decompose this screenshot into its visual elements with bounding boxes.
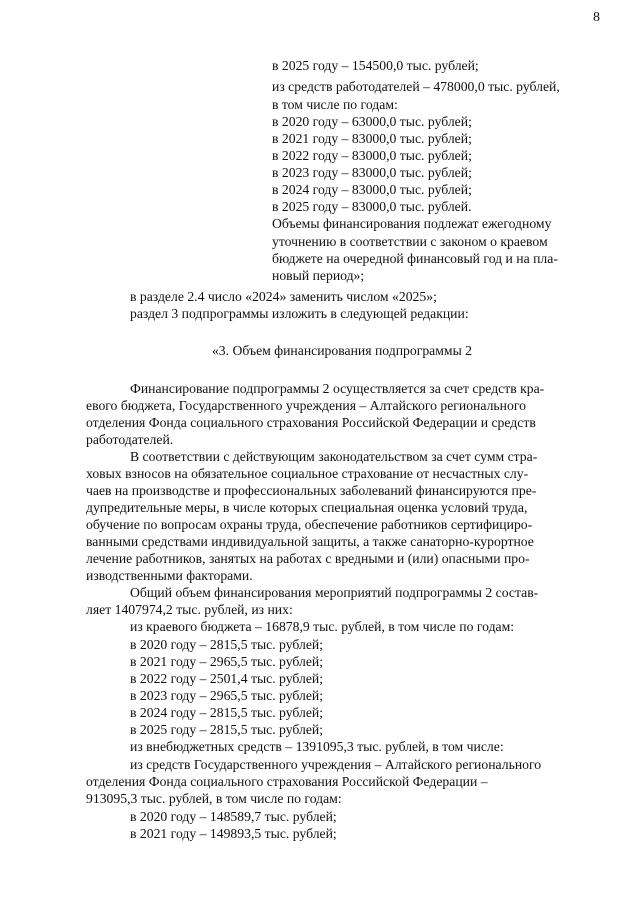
body-line: чаев на производстве и профессиональных заболеваний финансируются пре-: [86, 483, 537, 498]
body-line: ховых взносов на обязательное социальное страхование от несчастных слу-: [86, 466, 529, 481]
right-block-line: бюджете на очередной финансовый год и на пла-: [272, 251, 558, 266]
body-line: отделения Фонда социального страхования Российской Федерации –: [86, 774, 488, 789]
body-line: ляет 1407974,2 тыс. рублей, из них:: [86, 602, 293, 617]
instruction-line: в разделе 2.4 число «2024» заменить числом «2025»;: [130, 289, 437, 304]
body-line: из краевого бюджета – 16878,9 тыс. рублей, в том числе по годам:: [130, 619, 515, 634]
body-line: работодателей.: [86, 432, 174, 447]
year-line: в 2020 году – 2815,5 тыс. рублей;: [130, 637, 324, 652]
year-line: в 2025 году – 2815,5 тыс. рублей;: [130, 722, 324, 737]
right-block-line: новый период»;: [272, 268, 365, 283]
body-line: евого бюджета, Государственного учреждения – Алтайского регионального: [86, 398, 526, 413]
body-line: лечение работников, занятых на работах с вредными и (или) опасными про-: [86, 551, 530, 566]
right-block-line: в 2020 году – 63000,0 тыс. рублей;: [272, 114, 472, 129]
right-block-line: уточнению в соответствии с законом о краевом: [272, 234, 548, 249]
instruction-line: раздел 3 подпрограммы изложить в следующей редакции:: [130, 306, 469, 321]
year-line: в 2022 году – 2501,4 тыс. рублей;: [130, 671, 324, 686]
right-block-line: в 2022 году – 83000,0 тыс. рублей;: [272, 148, 472, 163]
body-line: изводственными факторами.: [86, 568, 253, 583]
year-line: в 2024 году – 2815,5 тыс. рублей;: [130, 705, 324, 720]
body-line: из средств Государственного учреждения – Алтайского регионального: [130, 757, 542, 772]
right-block-line: в 2021 году – 83000,0 тыс. рублей;: [272, 131, 472, 146]
right-block-line: из средств работодателей – 478000,0 тыс. рублей,: [272, 79, 560, 94]
year-line: в 2020 году – 148589,7 тыс. рублей;: [130, 809, 337, 824]
year-line: в 2023 году – 2965,5 тыс. рублей;: [130, 688, 324, 703]
body-line: ванными средствами индивидуальной защиты, а также санаторно-курортное: [86, 534, 534, 549]
right-block-line: в 2025 году – 154500,0 тыс. рублей;: [272, 58, 479, 73]
right-block-line: в том числе по годам:: [272, 97, 398, 112]
page-number: 8: [593, 10, 600, 25]
right-block-line: в 2024 году – 83000,0 тыс. рублей;: [272, 182, 472, 197]
body-line: обучение по вопросам охраны труда, обеспечение работников сертифициро-: [86, 517, 533, 532]
right-block-line: Объемы финансирования подлежат ежегодному: [272, 216, 552, 231]
right-block-line: в 2025 году – 83000,0 тыс. рублей.: [272, 199, 472, 214]
year-line: в 2021 году – 149893,5 тыс. рублей;: [130, 826, 337, 841]
section-heading: «3. Объем финансирования подпрограммы 2: [211, 343, 473, 358]
body-line: Финансирование подпрограммы 2 осуществляется за счет средств кра-: [130, 381, 545, 396]
body-line: 913095,3 тыс. рублей, в том числе по годам:: [86, 791, 342, 806]
body-line: В соответствии с действующим законодательством за счет сумм стра-: [130, 449, 538, 464]
year-line: в 2021 году – 2965,5 тыс. рублей;: [130, 654, 324, 669]
body-line: Общий объем финансирования мероприятий подпрограммы 2 состав-: [130, 585, 539, 600]
right-block-line: в 2023 году – 83000,0 тыс. рублей;: [272, 165, 472, 180]
body-line: из внебюджетных средств – 1391095,3 тыс. рублей, в том числе:: [130, 739, 504, 754]
body-line: дупредительные меры, в числе которых специальная оценка условий труда,: [86, 500, 528, 515]
body-line: отделения Фонда социального страхования Российской Федерации и средств: [86, 415, 536, 430]
